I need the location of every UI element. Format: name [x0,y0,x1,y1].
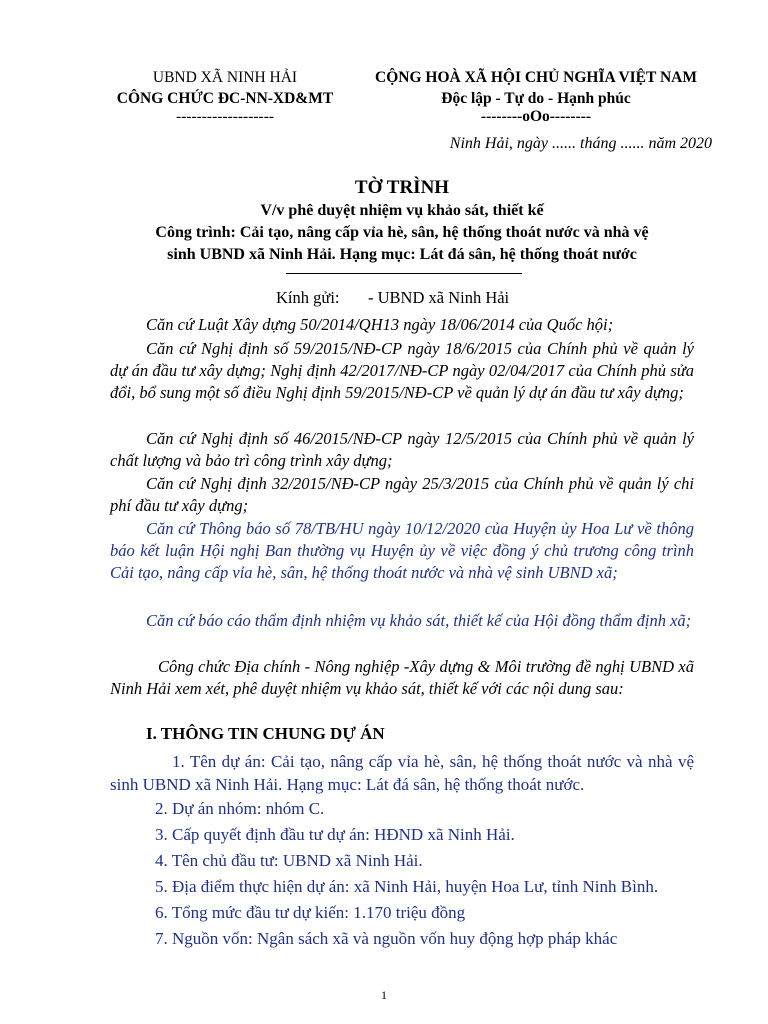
basis-decree-59: Căn cứ Nghị định số 59/2015/NĐ-CP ngày 18/6/2015 của Chính phủ về quản lý dự án đầu tư xây dựng; Nghị định 42/2017/NĐ-CP ngày 02/04/2017 của Chính phủ sửa đổi, bổ sung một số điều Nghị định 59/2015/NĐ-CP về quản lý dự án đầu tư xây dựng; [110,339,694,402]
recipient-label: Kính gửi: [276,288,340,307]
list-item: 1. Tên dự án: Cải tạo, nâng cấp vỉa hè, sân, hệ thống thoát nước và nhà vệ sinh UBND xã Ninh Hải. Hạng mục: Lát đá sân, hệ thống thoát nước. [110,752,694,794]
section-heading: I. THÔNG TIN CHUNG DỰ ÁN [146,724,385,743]
basis-appraisal-report: Căn cứ báo cáo thẩm định nhiệm vụ khảo sát, thiết kế của Hội đồng thẩm định xã; [146,611,692,630]
list-item: 5. Địa điểm thực hiện dự án: xã Ninh Hải, huyện Hoa Lư, tỉnh Ninh Bình. [155,877,659,896]
list-item: 3. Cấp quyết định đầu tư dự án: HĐND xã Ninh Hải. [155,825,515,844]
recipient-value: - UBND xã Ninh Hải [368,288,510,307]
list-item: 4. Tên chủ đầu tư: UBND xã Ninh Hải. [155,851,423,870]
right-header-rule: --------oOo-------- [480,108,592,125]
department-name: CÔNG CHỨC ĐC-NN-XD&MT [116,90,334,107]
national-title: CỘNG HOÀ XÃ HỘI CHỦ NGHĨA VIỆT NAM [375,69,697,86]
list-item: 7. Nguồn vốn: Ngân sách xã và nguồn vốn huy động hợp pháp khác [155,929,618,948]
proposal-paragraph: Công chức Địa chính - Nông nghiệp -Xây dựng & Môi trường đề nghị UBND xã Ninh Hải xem xét, phê duyệt nhiệm vụ khảo sát, thiết kế với các nội dung sau: [110,657,694,698]
left-header-rule: ------------------- [175,108,275,125]
national-motto: Độc lập - Tự do - Hạnh phúc [441,90,631,107]
basis-decree-46: Căn cứ Nghị định số 46/2015/NĐ-CP ngày 12/5/2015 của Chính phủ về quản lý chất lượng và bảo trì công trình xây dựng; [110,429,694,470]
project-line-1: Công trình: Cải tạo, nâng cấp vỉa hè, sân, hệ thống thoát nước và nhà vệ [155,224,649,241]
agency-name: UBND XÃ NINH HẢI [152,69,298,86]
page-number: 1 [381,988,387,1002]
title-divider [286,273,522,274]
basis-party-notice: Căn cứ Thông báo số 78/TB/HU ngày 10/12/2020 của Huyện ủy Hoa Lư về thông báo kết luận Hội nghị Ban thường vụ Huyện ủy về việc đồng ý chủ trương công trình Cải tạo, nâng cấp vỉa hè, sân, hệ thống thoát nước và nhà vệ sinh UBND xã; [110,519,694,582]
basis-decree-32: Căn cứ Nghị định 32/2015/NĐ-CP ngày 25/3/2015 của Chính phủ về quản lý chi phí đầu tư xây dựng; [110,474,694,515]
basis-construction-law: Căn cứ Luật Xây dựng 50/2014/QH13 ngày 18/06/2014 của Quốc hội; [146,315,614,334]
document-title: TỜ TRÌNH [354,177,450,198]
list-item: 6. Tổng mức đầu tư dự kiến: 1.170 triệu đồng [155,903,466,922]
date-line: Ninh Hải, ngày ...... tháng ...... năm 2020 [449,135,712,152]
document-subject: V/v phê duyệt nhiệm vụ khảo sát, thiết kế [260,202,544,219]
project-line-2: sinh UBND xã Ninh Hải. Hạng mục: Lát đá sân, hệ thống thoát nước [167,246,637,263]
list-item: 2. Dự án nhóm: nhóm C. [155,799,325,818]
